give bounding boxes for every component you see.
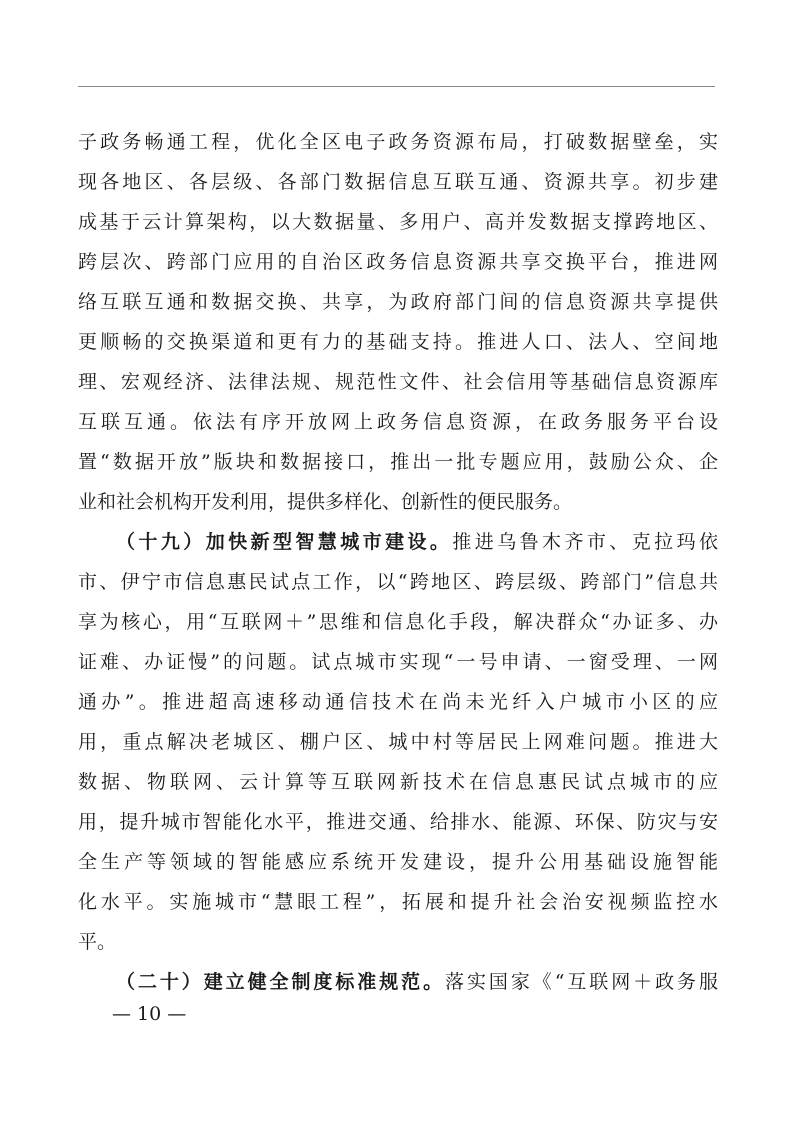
text-line: 互联互通。依法有序开放网上政务信息资源，在政务服务平台设 [78,411,718,433]
paragraph-2 [78,522,718,962]
text-line: 用，重点解决老城区、棚户区、城中村等居民上网难问题。推进大 [78,731,718,753]
paragraph-3 [78,962,718,1002]
text-line: 现各地区、各层级、各部门数据信息互联互通、资源共享。初步建 [78,171,718,193]
text-line: 数据、物联网、云计算等互联网新技术在信息惠民试点城市的应 [78,771,718,793]
text-line: 更顺畅的交换渠道和更有力的基础支持。推进人口、法人、空间地 [78,331,718,353]
paragraph-1 [78,122,718,522]
text-line [78,962,718,1002]
text-line: 平。 [78,931,117,953]
text-line: 享为核心，用“互联网＋”思维和信息化手段，解决群众“办证多、办 [78,611,718,633]
text-line: 业和社会机构开发利用，提供多样化、创新性的便民服务。 [78,491,573,513]
text-line: 市、伊宁市信息惠民试点工作，以“跨地区、跨层级、跨部门”信息共 [78,571,718,593]
page-number: — 10 — [112,1003,187,1025]
section-heading: （十九）加快新型智慧城市建设。 [116,531,453,553]
document-body [78,122,718,1002]
text-line [78,522,718,562]
text-line: 化水平。实施城市“慧眼工程”，拓展和提升社会治安视频监控水 [78,891,718,913]
text-line: 通办”。推进超高速移动通信技术在尚未光纤入户城市小区的应 [78,691,718,713]
text-line: 用，提升城市智能化水平，推进交通、给排水、能源、环保、防灾与安 [78,811,718,833]
heading-line-rest: 推进乌鲁木齐市、克拉玛依 [452,531,718,553]
text-line: 全生产等领域的智能感应系统开发建设，提升公用基础设施智能 [78,851,718,873]
text-line: 子政务畅通工程，优化全区电子政务资源布局，打破数据壁垒，实 [78,131,718,153]
text-line: 络互联互通和数据交换、共享，为政府部门间的信息资源共享提供 [78,291,718,313]
text-line: 置“数据开放”版块和数据接口，推出一批专题应用，鼓励公众、企 [78,451,718,473]
text-line: 成基于云计算架构，以大数据量、多用户、高并发数据支撑跨地区、 [78,211,718,233]
text-line: 理、宏观经济、法律法规、规范性文件、社会信用等基础信息资源库 [78,371,718,393]
text-line: 跨层次、跨部门应用的自治区政务信息资源共享交换平台，推进网 [78,251,718,273]
section-heading: （二十）建立健全制度标准规范。 [116,971,446,993]
header-rule [78,86,715,87]
text-line: 证难、办证慢”的问题。试点城市实现“一号申请、一窗受理、一网 [78,651,718,673]
heading-line-rest: 落实国家《“互联网＋政务服 [445,971,718,993]
